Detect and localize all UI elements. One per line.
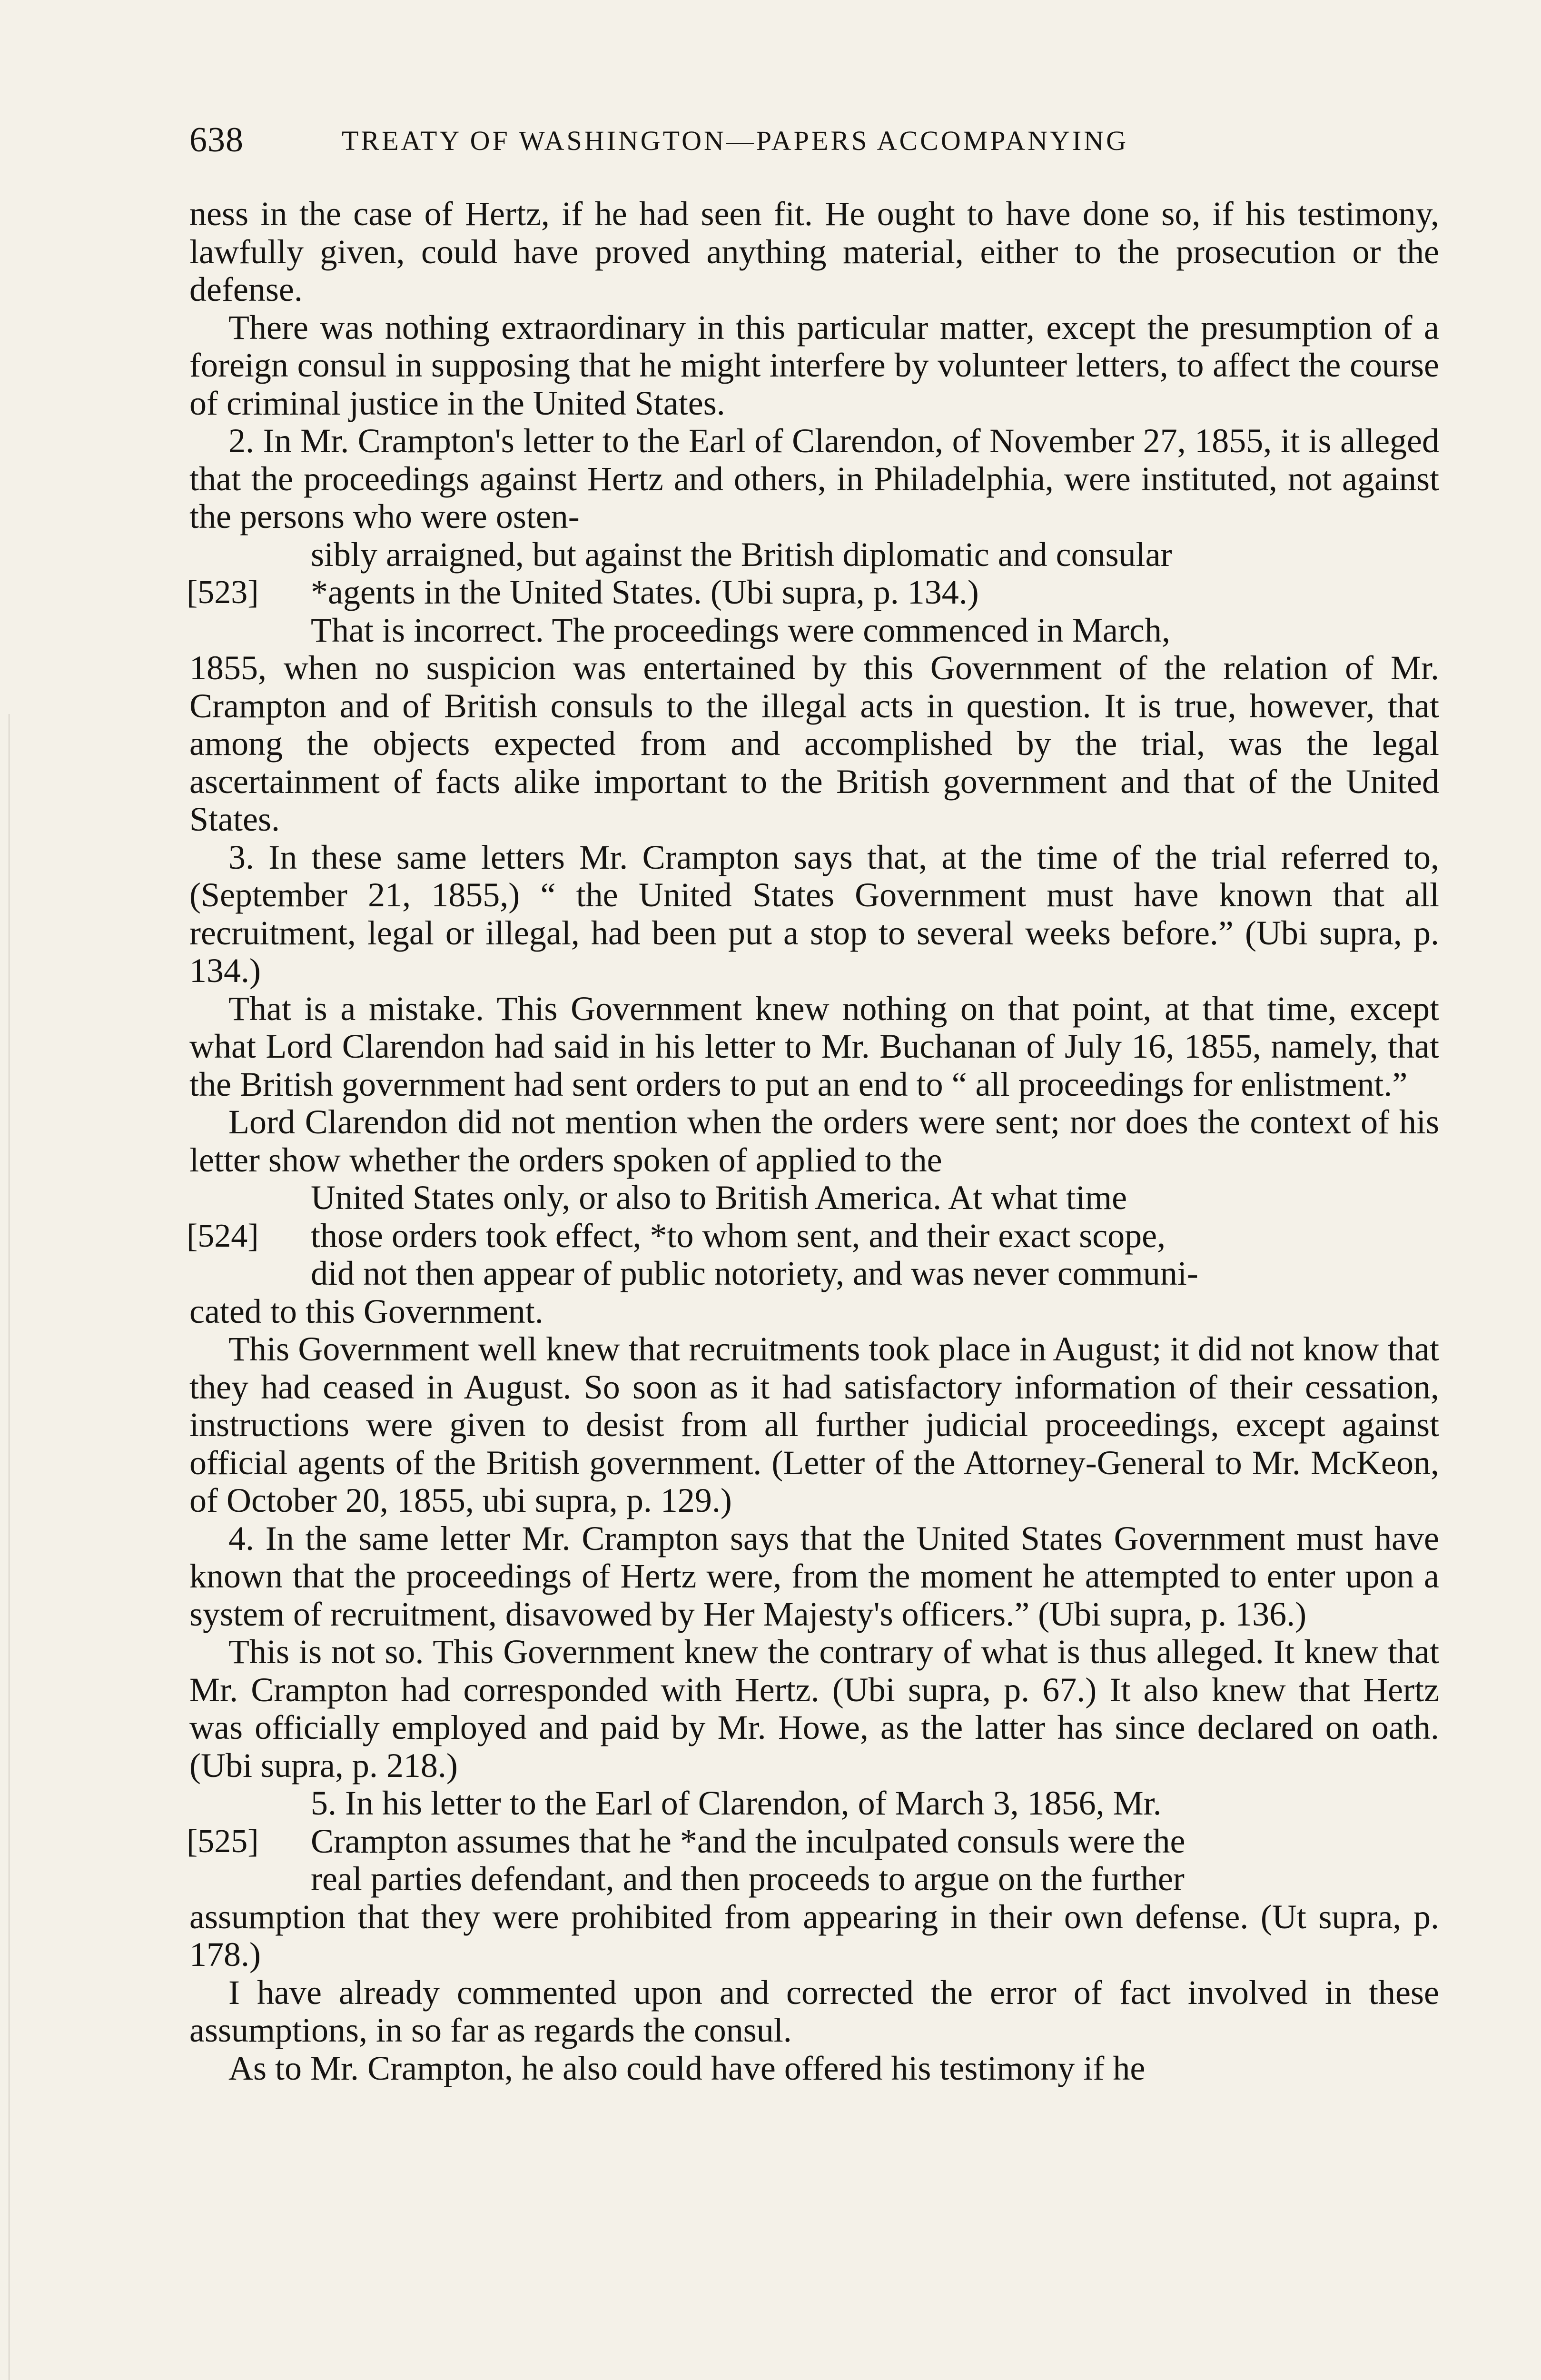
indented-line: United States only, or also to British America. At what time [311, 1179, 1127, 1217]
original-page-marker: [523] [187, 574, 259, 611]
paragraph: As to Mr. Crampton, he also could have offered his testimony if he [228, 2049, 1146, 2087]
page-edge-shadow [9, 714, 10, 2380]
indented-line: *agents in the United States. (Ubi supra, p. 134.) [311, 573, 979, 611]
paragraph: 2. In Mr. Crampton's letter to the Earl of Clarendon, of November 27, 1855, it is alleged that the proceedings against Hertz and others, in Philadelphia, were instituted, not against the persons who were osten- [189, 422, 1439, 536]
paragraph: Lord Clarendon did not mention when the orders were sent; nor does the context of his letter show whether the orders spoken of applied to the [189, 1103, 1439, 1179]
paragraph: This is not so. This Government knew the contrary of what is thus alleged. It knew that Mr. Crampton had corresponded with Hertz. (Ubi supra, p. 67.) It also knew that Hertz was officially employed and paid by Mr. Howe, as the latter has since declared on oath. (Ubi supra, p. 218.) [189, 1633, 1439, 1785]
indented-line: 5. In his letter to the Earl of Clarendon, of March 3, 1856, Mr. [311, 1784, 1162, 1822]
paragraph: 1855, when no suspicion was entertained by this Government of the relation of Mr. Crampton and of British consuls to the illegal acts in question. It is true, however, that among the objects expected from and accomplished by the trial, was the legal ascertainment of facts alike important to the British government and that of the United States. [189, 649, 1439, 838]
paragraph: This Government well knew that recruitments took place in August; it did not know that they had ceased in August. So soon as it had satisfactory information of their cessation, instructions were given to desist from all further judicial proceedings, except against official agents of the British government. (Letter of the Attorney-General to Mr. McKeon, of October 20, 1855, ubi supra, p. 129.) [189, 1330, 1439, 1519]
indented-line: did not then appear of public notoriety, and was never communi- [311, 1254, 1198, 1292]
paragraph: That is a mistake. This Government knew nothing on that point, at that time, except what Lord Clarendon had said in his letter to Mr. Buchanan of July 16, 1855, namely, that the British government had sent orders to put an end to “ all proceedings for enlistment.” [189, 989, 1439, 1103]
indented-line: Crampton assumes that he *and the inculpated consuls were the [311, 1822, 1185, 1860]
paragraph: ness in the case of Hertz, if he had seen fit. He ought to have done so, if his testimony, lawfully given, could have proved anything material, either to the prosecution or the defense. [189, 195, 1439, 308]
running-title: TREATY OF WASHINGTON—PAPERS ACCOMPANYING [342, 125, 1128, 156]
original-page-marker: [525] [187, 1823, 259, 1860]
page-header [189, 120, 1313, 168]
page-body [189, 195, 1439, 2087]
indented-line: That is incorrect. The proceedings were commenced in March, [311, 611, 1170, 649]
original-page-marker: [524] [187, 1217, 259, 1254]
page-number: 638 [189, 120, 244, 159]
indented-line: sibly arraigned, but against the British diplomatic and consular [311, 535, 1172, 574]
paragraph: cated to this Government. [189, 1292, 543, 1330]
page-break-block-525 [189, 1785, 1439, 1974]
paragraph: I have already commented upon and corrected the error of fact involved in these assumptions, in so far as regards the consul. [189, 1973, 1439, 2049]
page-break-block-523 [189, 536, 1439, 839]
paragraph: 3. In these same letters Mr. Crampton says that, at the time of the trial referred to, (September 21, 1855,) “ the United States Government must have known that all recruitment, legal or illegal, had been put a stop to several weeks before.” (Ubi supra, p. 134.) [189, 838, 1439, 990]
paragraph: There was nothing extraordinary in this particular matter, except the presumption of a foreign consul in supposing that he might interfere by volunteer letters, to affect the course of criminal justice in the United States. [189, 308, 1439, 422]
indented-line: real parties defendant, and then proceeds to argue on the further [311, 1860, 1185, 1898]
page-break-block-524 [189, 1179, 1439, 1330]
paragraph: assumption that they were prohibited from appearing in their own defense. (Ut supra, p. 178.) [189, 1897, 1439, 1973]
paragraph: 4. In the same letter Mr. Crampton says that the United States Government must have known that the proceedings of Hertz were, from the moment he attempted to enter upon a system of recruitment, disavowed by Her Majesty's officers.” (Ubi supra, p. 136.) [189, 1519, 1439, 1633]
indented-line: those orders took effect, *to whom sent, and their exact scope, [311, 1216, 1166, 1255]
